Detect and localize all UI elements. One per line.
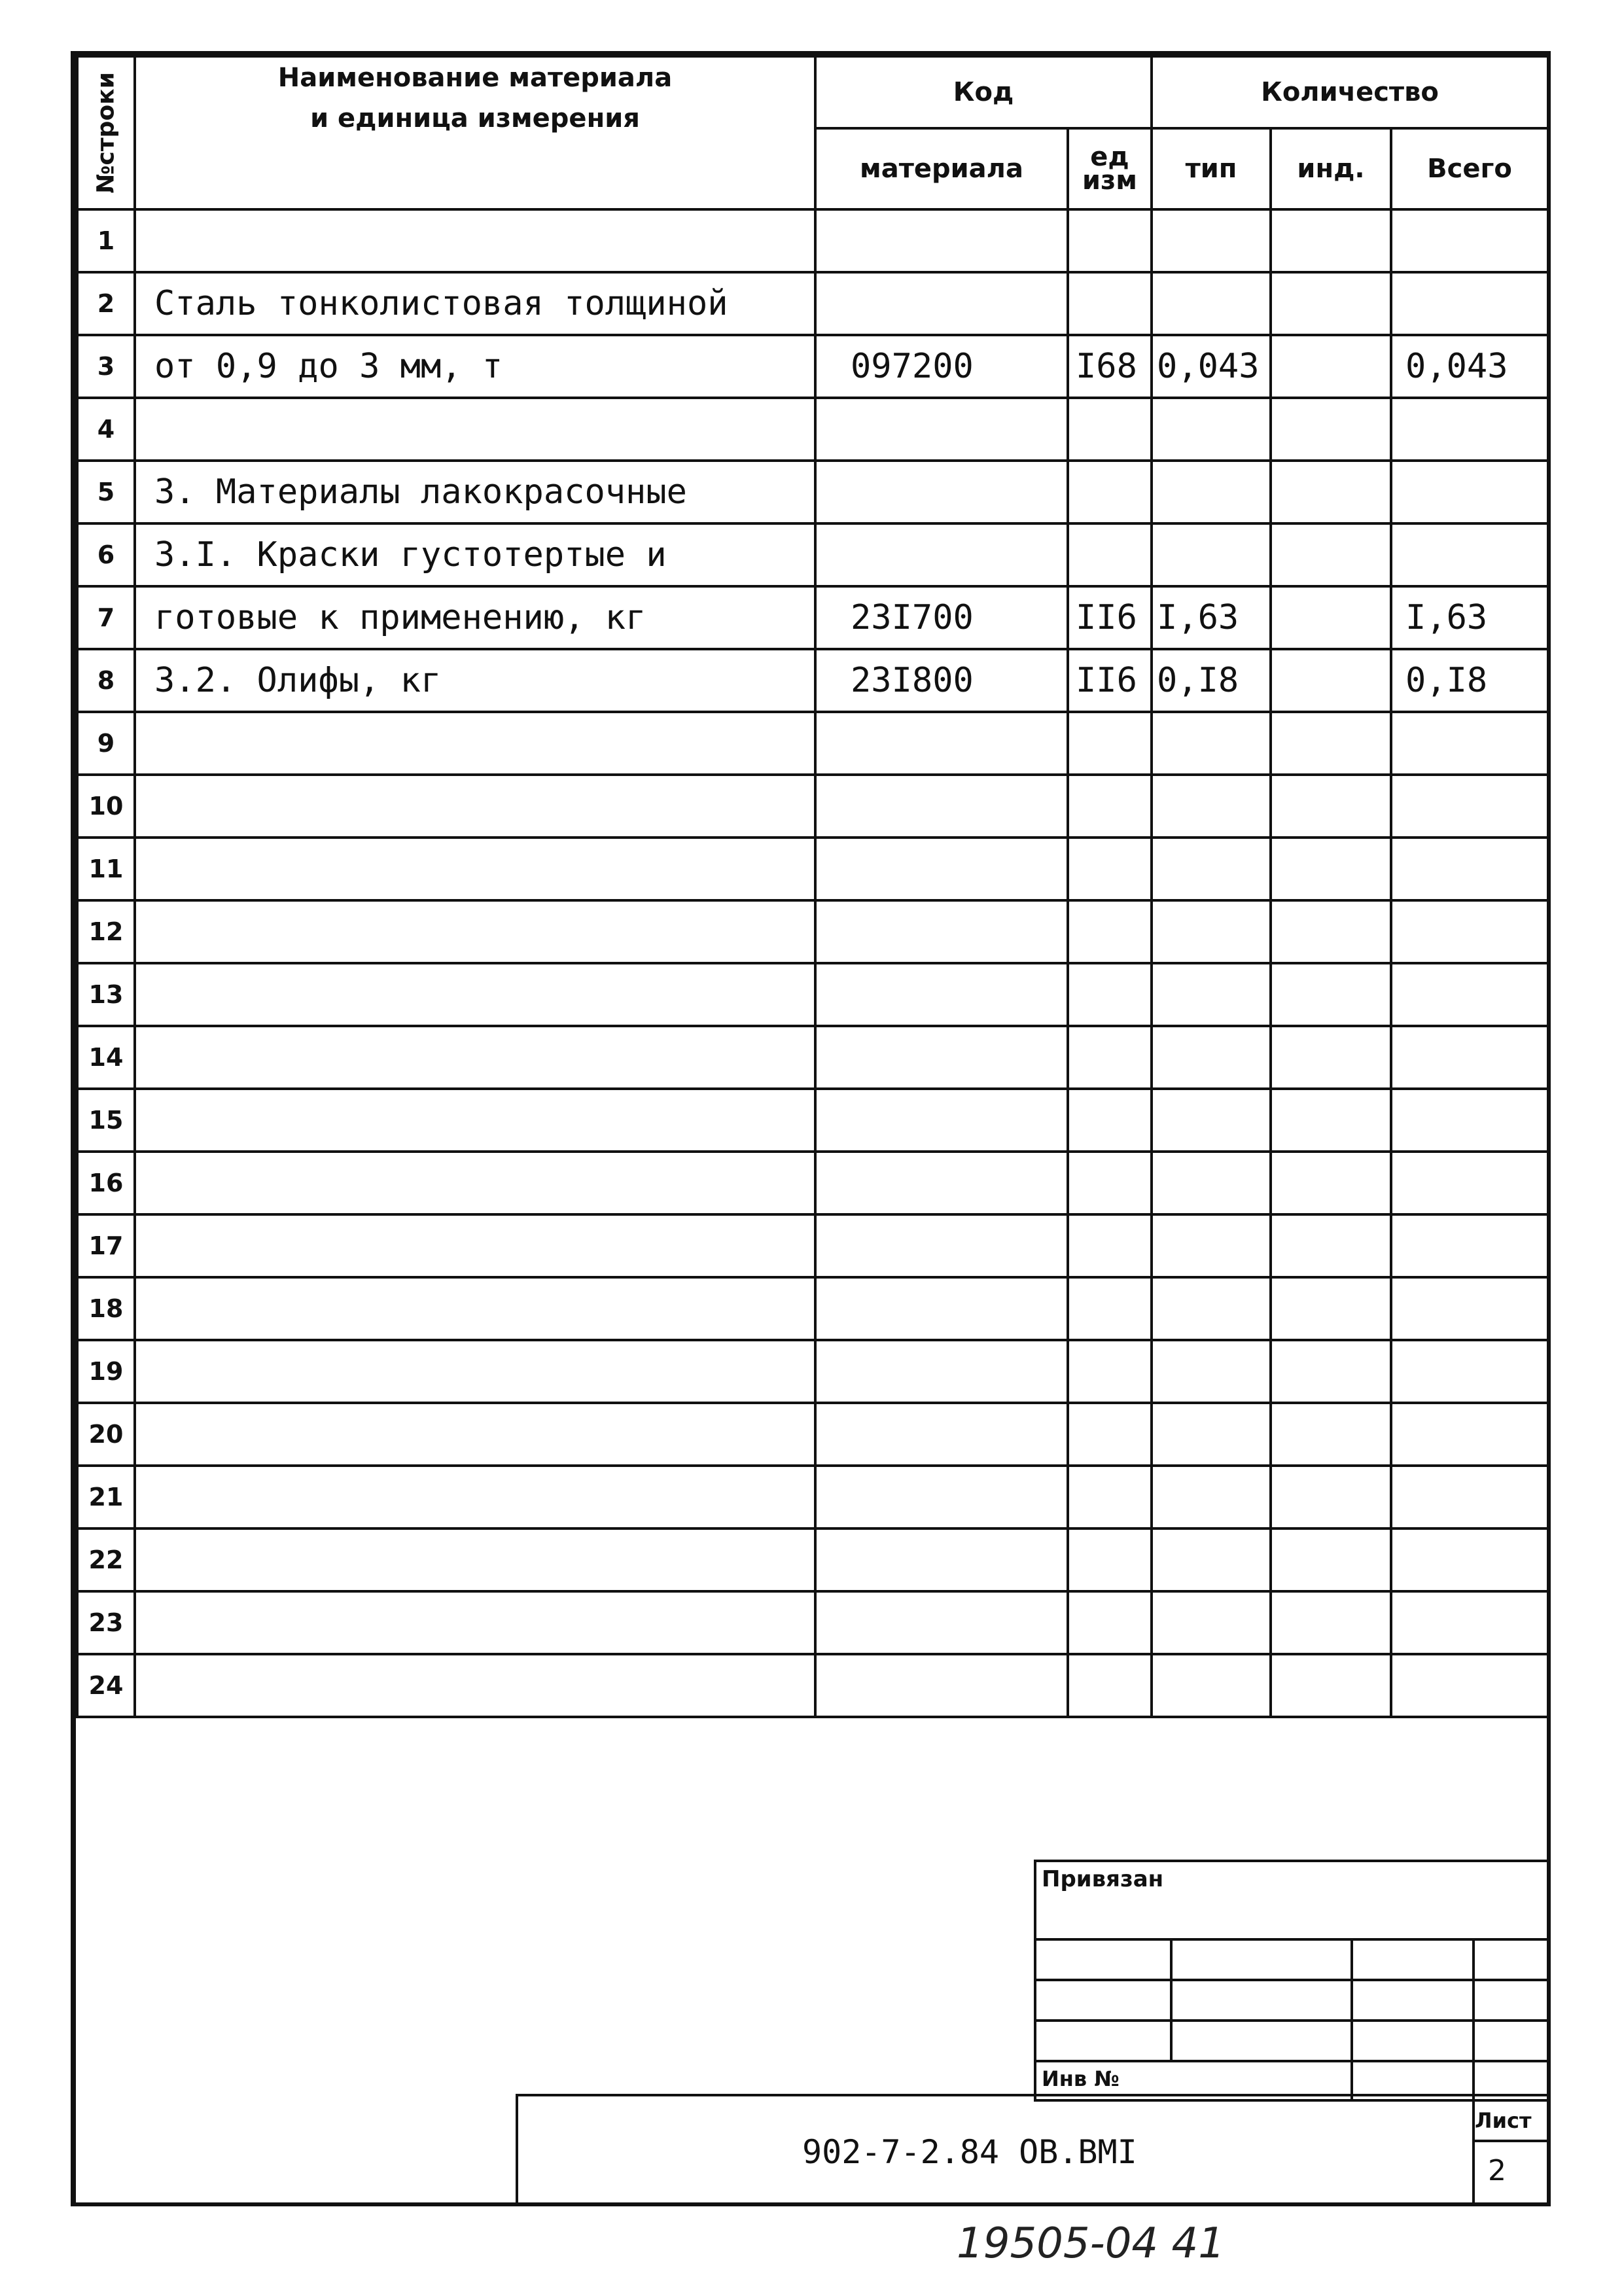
material-code-cell (815, 1214, 1068, 1277)
material-code-cell (815, 1403, 1068, 1466)
material-name-cell: 3.I. Краски густотертые и (135, 523, 815, 586)
table-row (77, 1591, 1548, 1654)
type-quantity-cell (1152, 272, 1271, 335)
table-row (77, 1089, 1548, 1152)
total-quantity-cell (1391, 963, 1548, 1026)
total-quantity-cell (1391, 1277, 1548, 1340)
row-number-header-label: №строки (92, 72, 120, 194)
individual-quantity-cell (1271, 272, 1391, 335)
material-code-cell (815, 1528, 1068, 1591)
bound-label: Привязан (1042, 1866, 1164, 1892)
individual-quantity-cell (1271, 209, 1391, 272)
unit-code-header-label: ед изм (1082, 142, 1137, 196)
table-row (77, 1214, 1548, 1277)
individual-quantity-cell (1271, 1340, 1391, 1403)
material-name-cell: от 0,9 до 3 мм, т (135, 335, 815, 398)
unit-code-cell: II6 (1068, 649, 1152, 712)
material-code-cell (815, 900, 1068, 963)
material-name-cell (135, 1466, 815, 1528)
material-code-cell (815, 461, 1068, 523)
table-row (77, 272, 1548, 335)
row-number-cell: 12 (77, 900, 135, 963)
material-code-cell (815, 1026, 1068, 1089)
unit-code-cell (1068, 1089, 1152, 1152)
material-code-cell (815, 1089, 1068, 1152)
total-quantity-cell (1391, 461, 1548, 523)
row-number-cell: 21 (77, 1466, 135, 1528)
individual-quantity-cell (1271, 461, 1391, 523)
individual-quantity-cell (1271, 1152, 1391, 1214)
material-name-cell: 3. Материалы лакокрасочные (135, 461, 815, 523)
type-quantity-cell (1152, 523, 1271, 586)
unit-code-cell (1068, 209, 1152, 272)
unit-code-cell (1068, 963, 1152, 1026)
material-name-header (135, 56, 815, 209)
code-group-header: Код (815, 56, 1152, 128)
material-name-cell (135, 1340, 815, 1403)
total-quantity-cell: 0,043 (1391, 335, 1548, 398)
type-quantity-cell (1152, 1214, 1271, 1277)
type-quantity-cell (1152, 1277, 1271, 1340)
individual-quantity-cell (1271, 398, 1391, 461)
individual-quantity-cell (1271, 1403, 1391, 1466)
total-quantity-cell (1391, 1089, 1548, 1152)
row-number-cell: 24 (77, 1654, 135, 1717)
unit-code-cell (1068, 900, 1152, 963)
row-number-cell: 7 (77, 586, 135, 649)
type-quantity-cell (1152, 1340, 1271, 1403)
sheet-number: 2 (1488, 2154, 1506, 2187)
row-number-cell: 1 (77, 209, 135, 272)
unit-code-cell (1068, 272, 1152, 335)
total-quantity-cell: I,63 (1391, 586, 1548, 649)
table-row (77, 649, 1548, 712)
row-number-cell: 10 (77, 775, 135, 838)
unit-code-cell (1068, 1340, 1152, 1403)
type-quantity-cell: I,63 (1152, 586, 1271, 649)
row-number-cell: 8 (77, 649, 135, 712)
individual-quantity-cell (1271, 1654, 1391, 1717)
table-row (77, 335, 1548, 398)
type-quantity-cell (1152, 209, 1271, 272)
unit-code-cell (1068, 712, 1152, 775)
type-quantity-header: тип (1152, 128, 1271, 209)
type-quantity-cell (1152, 1591, 1271, 1654)
type-quantity-cell (1152, 712, 1271, 775)
type-quantity-cell (1152, 398, 1271, 461)
material-code-cell (815, 963, 1068, 1026)
total-quantity-cell (1391, 272, 1548, 335)
row-number-cell: 14 (77, 1026, 135, 1089)
table-row (77, 1654, 1548, 1717)
total-quantity-cell (1391, 1591, 1548, 1654)
quantity-group-header: Количество (1152, 56, 1548, 128)
material-name-cell: готовые к применению, кг (135, 586, 815, 649)
material-name-cell (135, 398, 815, 461)
row-number-cell: 16 (77, 1152, 135, 1214)
type-quantity-cell (1152, 775, 1271, 838)
unit-code-cell (1068, 1214, 1152, 1277)
individual-quantity-cell (1271, 1466, 1391, 1528)
material-name-cell (135, 963, 815, 1026)
unit-code-cell (1068, 398, 1152, 461)
binding-col-divider-2 (1350, 1938, 1353, 2102)
unit-code-cell: II6 (1068, 586, 1152, 649)
total-quantity-cell (1391, 775, 1548, 838)
individual-quantity-cell (1271, 1591, 1391, 1654)
row-number-header (77, 56, 135, 209)
total-quantity-cell (1391, 900, 1548, 963)
table-row (77, 963, 1548, 1026)
individual-quantity-cell (1271, 586, 1391, 649)
type-quantity-cell (1152, 1403, 1271, 1466)
material-code-cell (815, 1277, 1068, 1340)
row-number-cell: 6 (77, 523, 135, 586)
materials-table (76, 55, 1549, 1718)
material-name-cell (135, 1026, 815, 1089)
row-number-cell: 3 (77, 335, 135, 398)
material-name-cell: Сталь тонколистовая толщиной (135, 272, 815, 335)
materials-table-body (77, 209, 1548, 1717)
table-row (77, 523, 1548, 586)
individual-quantity-cell (1271, 900, 1391, 963)
row-number-cell: 13 (77, 963, 135, 1026)
individual-quantity-cell (1271, 963, 1391, 1026)
table-row (77, 1152, 1548, 1214)
total-quantity-cell (1391, 398, 1548, 461)
material-code-cell (815, 712, 1068, 775)
material-name-header-line1: Наименование материала (277, 63, 673, 93)
individual-quantity-cell (1271, 1277, 1391, 1340)
type-quantity-cell (1152, 963, 1271, 1026)
table-row (77, 1403, 1548, 1466)
material-code-cell (815, 1591, 1068, 1654)
row-number-cell: 15 (77, 1089, 135, 1152)
material-name-cell (135, 1152, 815, 1214)
header-row-1 (77, 56, 1548, 128)
total-quantity-cell (1391, 1152, 1548, 1214)
material-code-cell: 23I800 (815, 649, 1068, 712)
table-row (77, 1340, 1548, 1403)
material-code-cell (815, 1654, 1068, 1717)
individual-quantity-cell (1271, 1528, 1391, 1591)
unit-code-cell: I68 (1068, 335, 1152, 398)
material-name-cell (135, 1591, 815, 1654)
total-quantity-cell: 0,I8 (1391, 649, 1548, 712)
unit-code-cell (1068, 523, 1152, 586)
individual-quantity-cell (1271, 649, 1391, 712)
material-name-header-line2: и единица измерения (310, 103, 640, 133)
table-row (77, 398, 1548, 461)
unit-code-cell (1068, 1528, 1152, 1591)
individual-quantity-cell (1271, 712, 1391, 775)
individual-quantity-cell (1271, 1089, 1391, 1152)
row-number-cell: 19 (77, 1340, 135, 1403)
total-quantity-header: Всего (1391, 128, 1548, 209)
row-number-cell: 11 (77, 838, 135, 900)
material-name-cell (135, 775, 815, 838)
individual-quantity-cell (1271, 1026, 1391, 1089)
material-name-cell (135, 1403, 815, 1466)
material-code-cell: 23I700 (815, 586, 1068, 649)
material-code-cell (815, 398, 1068, 461)
material-name-cell (135, 1277, 815, 1340)
individual-quantity-cell (1271, 775, 1391, 838)
inventory-number-label: Инв № (1042, 2066, 1120, 2091)
row-number-cell: 5 (77, 461, 135, 523)
material-name-cell (135, 209, 815, 272)
table-row (77, 209, 1548, 272)
material-name-cell (135, 1214, 815, 1277)
type-quantity-cell (1152, 1654, 1271, 1717)
material-code-cell (815, 209, 1068, 272)
type-quantity-cell (1152, 1089, 1271, 1152)
row-number-cell: 20 (77, 1403, 135, 1466)
unit-code-cell (1068, 461, 1152, 523)
unit-code-cell (1068, 1152, 1152, 1214)
row-number-cell: 2 (77, 272, 135, 335)
type-quantity-cell: 0,I8 (1152, 649, 1271, 712)
table-row (77, 1026, 1548, 1089)
sheet-label: Лист (1475, 2108, 1532, 2133)
unit-code-cell (1068, 1403, 1152, 1466)
material-code-header: материала (815, 128, 1068, 209)
unit-code-cell (1068, 775, 1152, 838)
unit-code-cell (1068, 1466, 1152, 1528)
total-quantity-cell (1391, 209, 1548, 272)
type-quantity-cell (1152, 461, 1271, 523)
type-quantity-cell (1152, 1026, 1271, 1089)
table-row (77, 586, 1548, 649)
material-code-cell (815, 523, 1068, 586)
individual-quantity-cell (1271, 838, 1391, 900)
frame-left-border (71, 51, 76, 2206)
table-row (77, 1528, 1548, 1591)
table-row (77, 1277, 1548, 1340)
row-number-cell: 9 (77, 712, 135, 775)
material-name-cell (135, 1089, 815, 1152)
material-code-cell (815, 1340, 1068, 1403)
total-quantity-cell (1391, 1340, 1548, 1403)
table-row (77, 775, 1548, 838)
individual-quantity-cell (1271, 335, 1391, 398)
type-quantity-cell (1152, 838, 1271, 900)
material-name-cell (135, 900, 815, 963)
unit-code-cell (1068, 1277, 1152, 1340)
type-quantity-cell: 0,043 (1152, 335, 1271, 398)
material-name-cell: 3.2. Олифы, кг (135, 649, 815, 712)
sheet-label-divider (1472, 2140, 1551, 2142)
row-number-cell: 4 (77, 398, 135, 461)
material-code-cell (815, 775, 1068, 838)
row-number-cell: 18 (77, 1277, 135, 1340)
table-row (77, 900, 1548, 963)
total-quantity-cell (1391, 1466, 1548, 1528)
table-row (77, 461, 1548, 523)
type-quantity-cell (1152, 900, 1271, 963)
type-quantity-cell (1152, 1466, 1271, 1528)
individual-quantity-header: инд. (1271, 128, 1391, 209)
total-quantity-cell (1391, 1403, 1548, 1466)
material-name-cell (135, 1654, 815, 1717)
total-quantity-cell (1391, 523, 1548, 586)
binding-col-divider-3 (1472, 1938, 1475, 2102)
total-quantity-cell (1391, 1214, 1548, 1277)
material-name-cell (135, 838, 815, 900)
unit-code-cell (1068, 1026, 1152, 1089)
table-row (77, 1466, 1548, 1528)
material-code-cell (815, 1152, 1068, 1214)
row-number-cell: 22 (77, 1528, 135, 1591)
row-number-cell: 23 (77, 1591, 135, 1654)
row-number-cell: 17 (77, 1214, 135, 1277)
table-row (77, 838, 1548, 900)
individual-quantity-cell (1271, 1214, 1391, 1277)
unit-code-cell (1068, 838, 1152, 900)
unit-code-header (1068, 128, 1152, 209)
material-code-cell (815, 838, 1068, 900)
individual-quantity-cell (1271, 523, 1391, 586)
unit-code-cell (1068, 1591, 1152, 1654)
material-name-cell (135, 712, 815, 775)
binding-col-divider-1 (1170, 1938, 1173, 2062)
total-quantity-cell (1391, 838, 1548, 900)
material-name-cell (135, 1528, 815, 1591)
total-quantity-cell (1391, 1528, 1548, 1591)
table-row (77, 712, 1548, 775)
material-code-cell (815, 272, 1068, 335)
material-code-cell (815, 1466, 1068, 1528)
document-code: 902-7-2.84 ОВ.ВМI (802, 2133, 1137, 2171)
total-quantity-cell (1391, 1026, 1548, 1089)
total-quantity-cell (1391, 1654, 1548, 1717)
material-code-cell: 097200 (815, 335, 1068, 398)
unit-code-cell (1068, 1654, 1152, 1717)
type-quantity-cell (1152, 1528, 1271, 1591)
total-quantity-cell (1391, 712, 1548, 775)
archive-number: 19505-04 41 (957, 2219, 1225, 2268)
type-quantity-cell (1152, 1152, 1271, 1214)
